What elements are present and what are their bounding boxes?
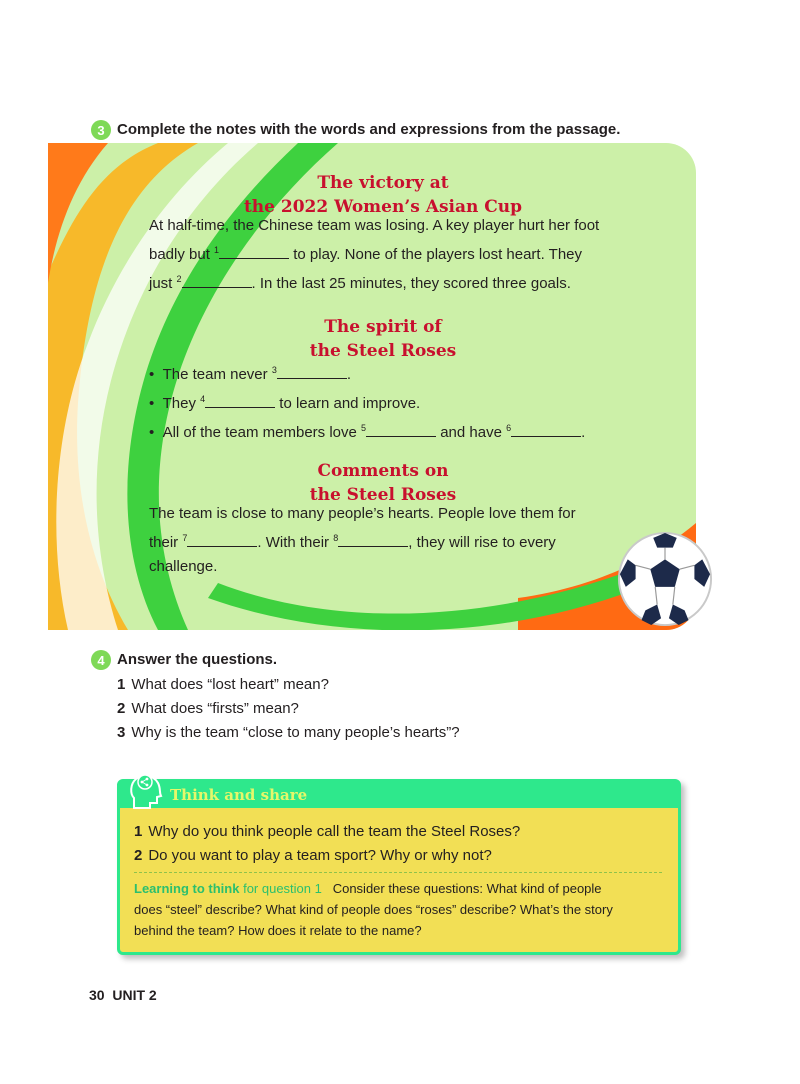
spirit-title: The spirit of the Steel Roses [309, 317, 457, 361]
exercise-number-badge: 3 [91, 120, 111, 140]
list-item: • They $^4$ to learn and improve. [149, 394, 421, 412]
think-question-list [134, 820, 520, 868]
think-and-share-box [117, 779, 681, 955]
blank-8[interactable] [338, 532, 408, 547]
blank-1[interactable] [219, 244, 289, 259]
notes-panel [48, 143, 696, 630]
blank-2[interactable] [182, 273, 252, 288]
victory-title: The victory at the 2022 Women’s Asian Cup [243, 173, 523, 217]
blank-5[interactable] [366, 422, 436, 437]
learning-to-think-note: Learning to think for question 1 Consider these questions: What kind of people does “steel” describe? What kind of people does “roses” describe? What’s the story behind the team? How does it relate to the name? [134, 881, 613, 938]
list-item: 1 What does “lost heart” mean? [117, 676, 329, 693]
exercise-instruction: Complete the notes with the words and expressions from the passage. [117, 121, 621, 138]
blank-7[interactable] [187, 532, 257, 547]
list-item: 1 Why do you think people call the team the Steel Roses? [134, 823, 521, 840]
blank-4[interactable] [205, 393, 275, 408]
think-and-share-title: Think and share [170, 786, 308, 804]
blank-3[interactable] [277, 364, 347, 379]
spirit-list [149, 358, 629, 445]
list-item: 2 What does “firsts” mean? [117, 700, 299, 717]
page-footer [89, 987, 157, 1003]
list-item: • All of the team members love $^5$ and have $^6$ . [149, 423, 586, 441]
unit-label: UNIT 2 [112, 987, 157, 1003]
think-and-share-header [120, 782, 678, 808]
list-item: 2 Do you want to play a team sport? Why or why not? [134, 847, 492, 864]
page-number: 30 [89, 987, 105, 1003]
list-item: • The team never $^3$ . [149, 365, 351, 383]
victory-paragraph: At half-time, the Chinese team was losing. A key player hurt her foot badly but $^1$ to play. None of the players lost heart. They just $^2$ . In the last 25 minutes, they scored three goals. [149, 217, 600, 292]
comments-title: Comments on the Steel Roses [309, 461, 457, 505]
exercise-number-badge: 4 [91, 650, 111, 670]
divider [134, 872, 662, 873]
list-item: 3 Why is the team “close to many people’s hearts”? [117, 724, 460, 741]
soccer-ball-icon [616, 530, 714, 628]
head-share-icon [128, 772, 164, 810]
question-list [117, 673, 460, 745]
comments-paragraph: The team is close to many people’s hearts. People love them for their $^7$ . With their $^8$ , they will rise to every challenge. [149, 505, 576, 575]
exercise-instruction: Answer the questions. [117, 651, 278, 668]
blank-6[interactable] [511, 422, 581, 437]
